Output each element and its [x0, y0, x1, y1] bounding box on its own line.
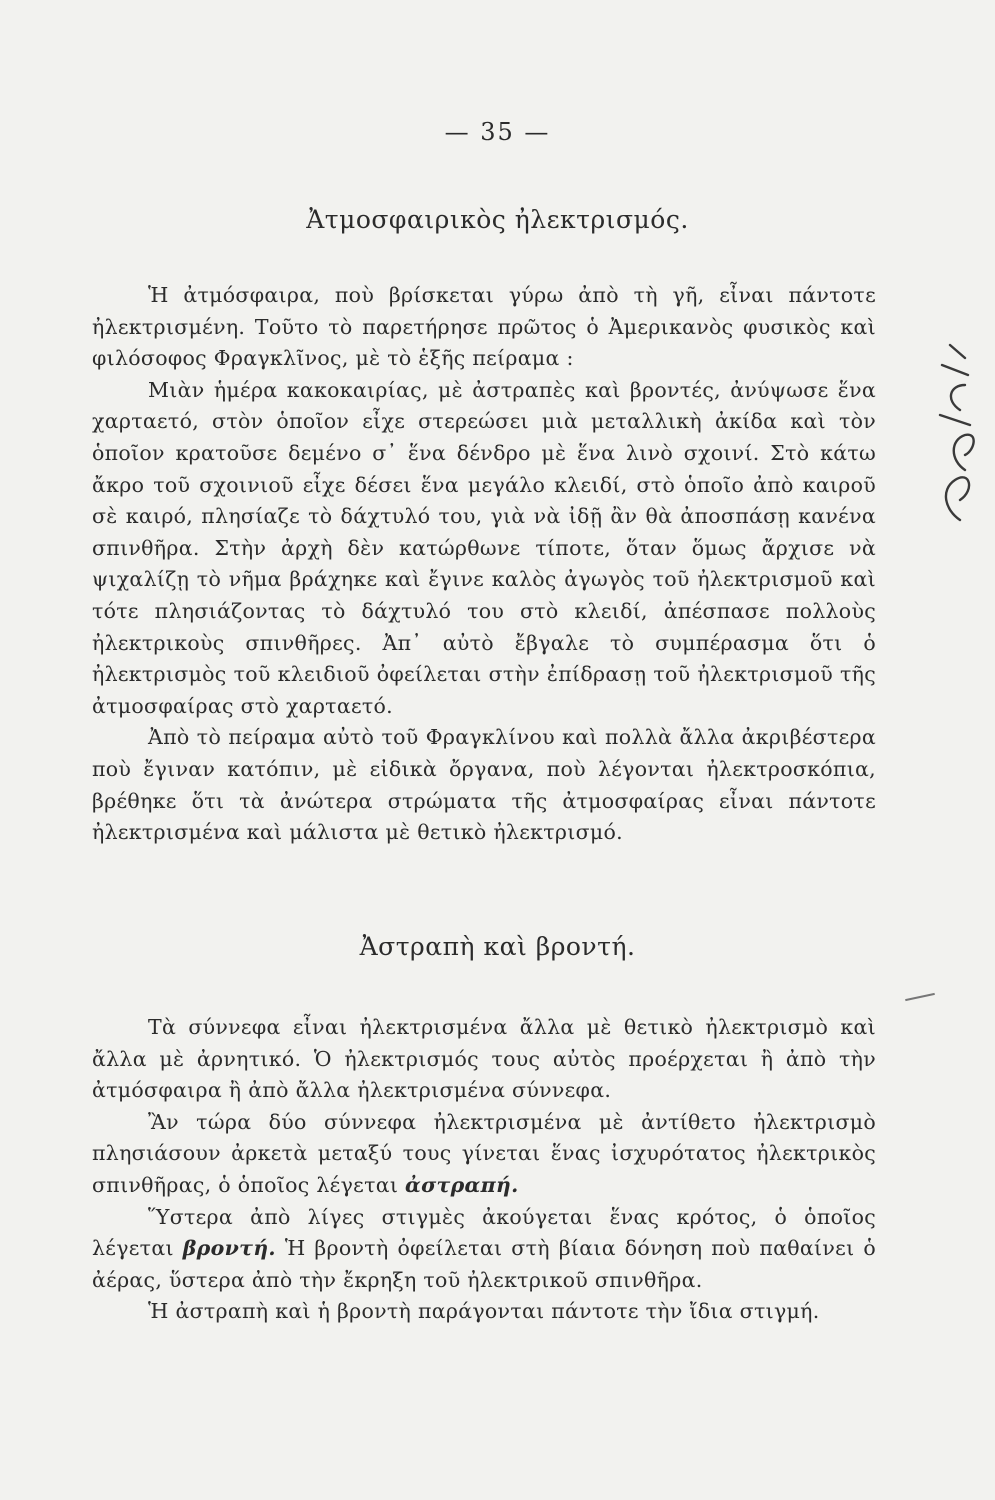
paragraph [92, 375, 876, 723]
section-lightning-thunder-body [92, 1012, 876, 1328]
paragraph [92, 280, 876, 375]
paragraph-text: Ἀπὸ τὸ πείραμα αὐτὸ τοῦ Φραγκλίνου καὶ πολλὰ ἄλλα ἀκριβέστερα ποὺ ἔγιναν κατόπιν, μὲ εἰδικὰ ὄργανα, ποὺ λέγονται ἠλεκτροσκόπια, βρέθηκε ὅτι τὰ ἀνώτερα στρώματα τῆς ἀτμοσφαίρας εἶναι πάντοτε ἠλεκτρισμένα καὶ μάλιστα μὲ θετικὸ ἠλεκτρισμό. [92, 725, 876, 845]
paragraph [92, 1296, 876, 1328]
section-atmospheric-electricity-body [92, 280, 876, 849]
paragraph-text: Ἡ ἀστραπὴ καὶ ἡ βροντὴ παράγονται πάντοτε τὴν ἴδια στιγμή. [148, 1299, 820, 1324]
paragraph [92, 722, 876, 848]
handwritten-signature [920, 340, 990, 530]
paragraph-text: Ἂν τώρα δύο σύννεφα ἠλεκτρισμένα μὲ ἀντίθετο ἠλεκτρισμὸ πλησιάσουν ἀρκετὰ μεταξύ τους γίνεται ἕνας ἰσχυρότατος ἠλεκτρικὸς σπινθῆρας, ὁ ὁποῖος λέγεται [92, 1109, 876, 1197]
paragraph [92, 1107, 876, 1202]
paragraph [92, 1012, 876, 1107]
term-lightning: ἀστραπή. [405, 1172, 519, 1197]
term-thunder: βροντή. [182, 1236, 276, 1261]
margin-mark [905, 993, 935, 1001]
paragraph-text: Μιὰν ἡμέρα κακοκαιρίας, μὲ ἀστραπὲς καὶ βροντές, ἀνύψωσε ἕνα χαρταετό, στὸν ὁποῖον εἶχε στερεώσει μιὰ μεταλλικὴ ἀκίδα καὶ τὸν ὁποῖον κρατοῦσε δεμένο σ᾽ ἕνα δένδρο μὲ ἕνα λινὸ σχοινί. Στὸ κάτω ἄκρο τοῦ σχοινιοῦ εἶχε δέσει ἕνα μεγάλο κλειδί, στὸ ὁποῖο ἀπὸ καιροῦ σὲ καιρό, πλησίαζε τὸ δάχτυλό του, γιὰ νὰ ἰδῇ ἂν θὰ ἀποσπάσῃ κανένα σπινθῆρα. Στὴν ἀρχὴ δὲν κατώρθωνε τίποτε, ὅταν ὅμως ἄρχισε νὰ ψιχαλίζῃ τὸ νῆμα βράχηκε καὶ ἔγινε καλὸς ἀγωγὸς τοῦ ἠλεκτρισμοῦ καὶ τότε πλησιάζοντας τὸ δάχτυλό του στὸ κλειδί, ἀπέσπασε πολλοὺς ἠλεκτρικοὺς σπινθῆρες. Ἀπ᾽ αὐτὸ ἔβγαλε τὸ συμπέρασμα ὅτι ὁ ἠλεκτρισμὸς τοῦ κλειδιοῦ ὀφείλεται στὴν ἐπίδρασῃ τοῦ ἠλεκτρισμοῦ τῆς ἀτμοσφαίρας στὸ χαρταετό. [92, 377, 876, 718]
section-title-lightning-thunder: Ἀστραπὴ καὶ βροντή. [359, 932, 636, 961]
paragraph-text: Ἡ ἀτμόσφαιρα, ποὺ βρίσκεται γύρω ἀπὸ τὴ γῆ, εἶναι πάντοτε ἠλεκτρισμένη. Τοῦτο τὸ παρετήρησε πρῶτος ὁ Ἀμερικανὸς φυσικὸς καὶ φιλόσοφος Φραγκλῖνος, μὲ τὸ ἑξῆς πείραμα : [92, 283, 876, 371]
page-number: — 35 — [444, 118, 551, 146]
paragraph [92, 1202, 876, 1297]
section-title-atmospheric-electricity: Ἀτμοσφαιρικὸς ἠλεκτρισμός. [306, 205, 689, 234]
paragraph-text: Ἡ βροντὴ ὀφείλεται στὴ βίαια δόνηση ποὺ παθαίνει ὁ ἀέρας, ὕστερα ἀπὸ τὴν ἔκρηξη τοῦ ἠλεκτρικοῦ σπινθῆρα. [92, 1236, 876, 1292]
paragraph-text: Τὰ σύννεφα εἶναι ἠλεκτρισμένα ἄλλα μὲ θετικὸ ἠλεκτρισμὸ καὶ ἄλλα μὲ ἀρνητικό. Ὁ ἠλεκτρισμός τους αὐτὸς προέρχεται ἢ ἀπὸ τὴν ἀτμόσφαιρα ἢ ἀπὸ ἄλλα ἠλεκτρισμένα σύννεφα. [92, 1015, 876, 1103]
paragraph-text: Ὕστερα ἀπὸ λίγες στιγμὲς ἀκούγεται ἕνας κρότος, ὁ ὁποῖος λέγεται [92, 1204, 876, 1261]
